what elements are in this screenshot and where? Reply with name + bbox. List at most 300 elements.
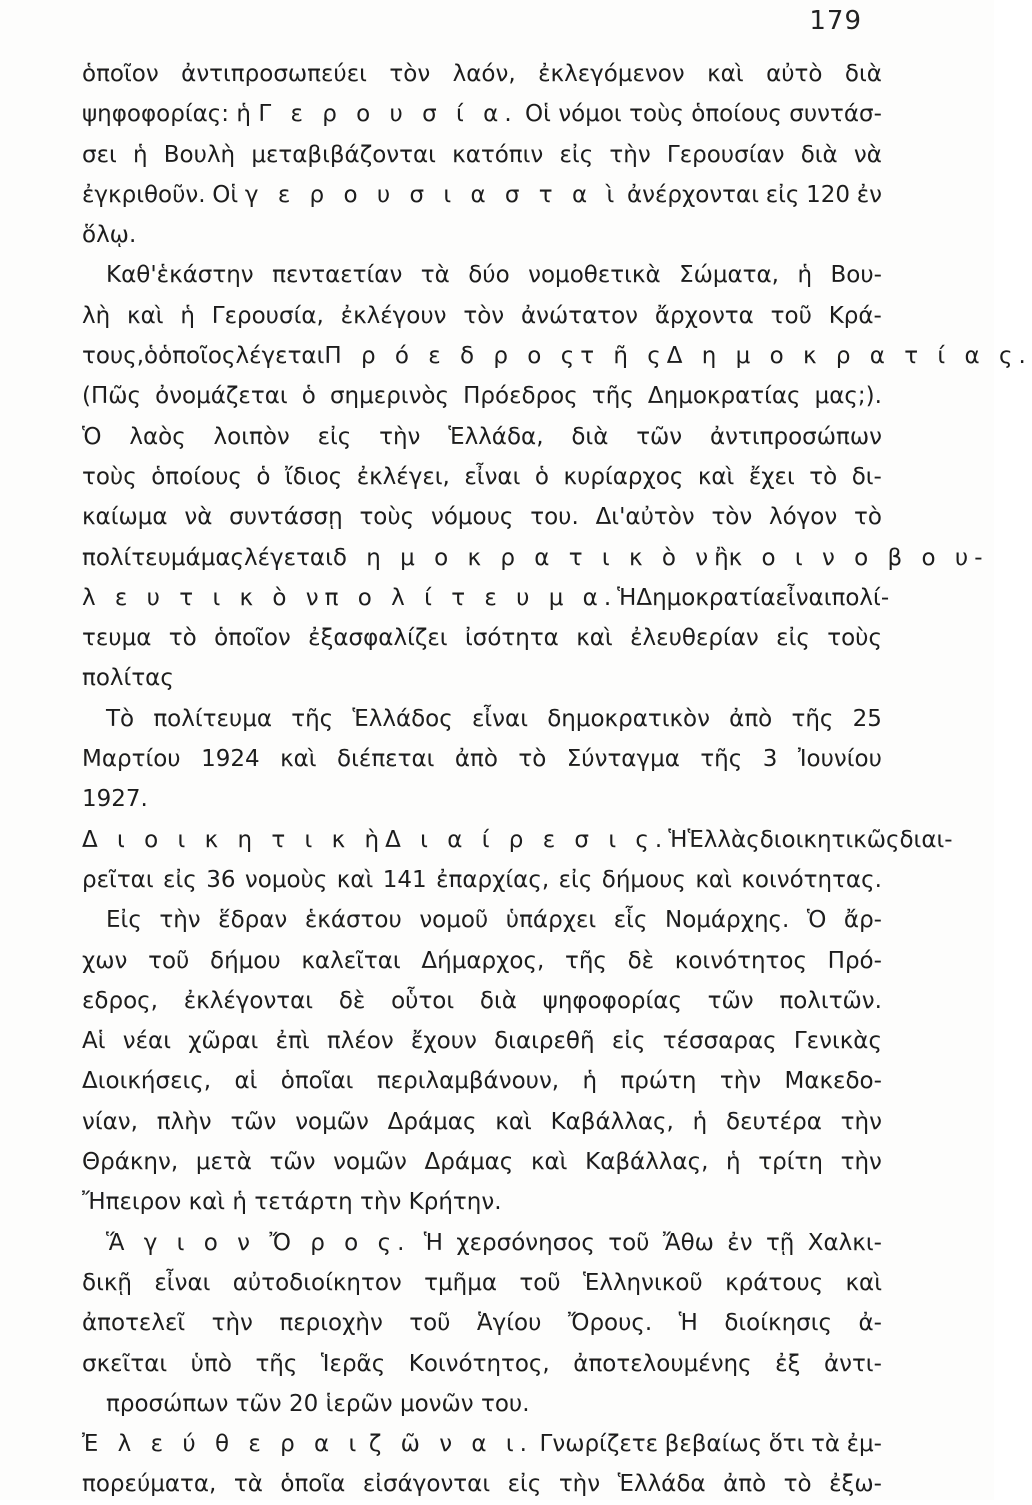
word: περιλαμβάνουν,	[376, 1068, 560, 1095]
word: τῶν	[269, 1149, 316, 1176]
word: τοὺς	[82, 463, 137, 490]
word: ἐπὶ	[275, 1028, 310, 1055]
word: νομῶν	[333, 1149, 407, 1176]
word: εἰς	[776, 625, 810, 652]
word: Ἰουνίου	[797, 746, 882, 773]
word: ἡ	[692, 1108, 708, 1135]
word: εἷς	[613, 907, 648, 934]
word: Βουλὴ	[163, 141, 236, 168]
word: διοίκησις	[724, 1310, 833, 1337]
word: Πρό-	[827, 947, 882, 974]
word: ψηφοφορίας:	[82, 101, 230, 128]
word: τὴν	[360, 1189, 402, 1216]
word: ἀ-	[858, 1310, 882, 1337]
word: κοινότητος	[674, 947, 807, 974]
word: 3	[762, 746, 778, 773]
word: καὶ	[845, 1269, 882, 1296]
word: ἄρχοντα	[654, 302, 754, 329]
word: κυρίαρχος	[563, 463, 684, 490]
word: ὁποῖαι	[280, 1068, 354, 1095]
text-line	[82, 739, 882, 779]
word: Ὄ ρ ο ς.	[269, 1229, 411, 1256]
word: δι-	[851, 463, 882, 490]
word: 20	[289, 1390, 319, 1417]
word: Βου-	[830, 262, 882, 289]
word: εἶναι	[775, 584, 832, 611]
word: τοῦ	[409, 1310, 451, 1337]
word: ἀντιπροσώπων	[709, 423, 882, 450]
word: 36	[206, 866, 236, 893]
word: νόμοι	[558, 101, 622, 128]
word: ἐπαρχίας,	[436, 866, 550, 893]
word: καὶ	[530, 1149, 568, 1176]
word: δὲ	[338, 987, 366, 1014]
word: Ἐ λ ε ύ θ ε ρ α ι	[82, 1431, 363, 1458]
text-line	[82, 497, 882, 537]
word: εἰς	[558, 866, 593, 893]
word: νόμους	[430, 504, 514, 531]
word: (Πῶς	[82, 383, 142, 410]
word: ὁ	[534, 463, 549, 490]
word: τμῆμα	[424, 1269, 497, 1296]
word: ἐκλέγονται	[183, 987, 314, 1014]
word: τὸν	[389, 61, 431, 87]
word: ὁ	[144, 343, 159, 370]
word: μας	[200, 544, 244, 571]
word: Δράμας	[424, 1149, 514, 1176]
word: Κρά-	[828, 302, 882, 329]
text-line	[82, 417, 882, 457]
word: Γενικὰς	[793, 1028, 882, 1055]
word: Γνωρίζετε	[539, 1431, 659, 1458]
word: ἑκάστου	[304, 907, 402, 934]
word: εἰσάγονται	[362, 1471, 491, 1498]
body-text	[82, 54, 1032, 1505]
word: ἄρ-	[843, 907, 882, 934]
text-line	[82, 1424, 882, 1464]
word: Ὁ	[806, 907, 827, 934]
word: Ἑλλάδα,	[448, 423, 544, 450]
word: ψηφοφορίας	[542, 987, 682, 1014]
word: νομοθετικὰ	[528, 262, 661, 289]
word: τῶν	[707, 987, 754, 1014]
word: λέγεται	[244, 544, 333, 571]
word: ἐκλέγουν	[340, 302, 447, 329]
word: πορεύματα,	[82, 1471, 217, 1498]
word: Ἄθω	[662, 1229, 714, 1256]
word: εἶναι	[464, 463, 521, 490]
word: ἐν	[727, 1229, 753, 1256]
word: κ ο ι ν ο β ο υ-	[728, 544, 989, 571]
word: ἐκλεγόμενον	[538, 61, 685, 87]
word: καὶ	[695, 866, 732, 893]
word: τευμα	[82, 625, 152, 652]
text-line	[82, 658, 882, 698]
word: ὁ	[256, 463, 271, 490]
word: περιοχὴν	[279, 1310, 383, 1337]
word: ἰσότητα	[464, 625, 559, 652]
word: δ η μ ο κ ρ α τ ι κ ὸ ν	[332, 544, 715, 571]
word: δημοκρατικὸν	[547, 705, 710, 732]
word: ὁποῖον	[82, 61, 159, 87]
text-line	[82, 255, 882, 295]
text-line	[82, 457, 882, 497]
text-line	[82, 578, 890, 618]
word: ἐγκριθοῦν.	[82, 181, 206, 208]
word: τρίτη	[758, 1149, 823, 1176]
word: καὶ	[697, 463, 735, 490]
word: τους,	[82, 343, 145, 370]
word: ὑπὸ	[190, 1350, 232, 1377]
word: ἡ	[236, 101, 251, 128]
word: ἐκλέγει,	[356, 463, 450, 490]
word: σει	[82, 141, 117, 168]
word: Καβάλλας,	[550, 1108, 674, 1135]
word: Σύνταγμα	[566, 746, 680, 773]
word: ὁποίους	[691, 101, 782, 128]
word: τῆς	[591, 383, 634, 410]
word: χων	[82, 947, 128, 974]
word: Δ η μ ο κ ρ α τ ί α ς.	[666, 343, 1032, 370]
word: τοὺς	[629, 101, 684, 128]
word: τὴν	[840, 1108, 882, 1135]
word: πολιτῶν.	[779, 987, 882, 1014]
word: λοιπὸν	[213, 423, 290, 450]
word: νέαι	[122, 1028, 171, 1055]
word: Αἱ	[82, 1028, 106, 1055]
word: γ ε ρ ο υ σ ι α σ τ α ὶ	[244, 181, 621, 208]
word: σημερινὸς	[329, 383, 449, 410]
word: ἐν	[856, 181, 882, 208]
word: εἶναι	[471, 705, 528, 732]
word: Γερουσίαν	[666, 141, 785, 168]
text-line	[82, 900, 882, 940]
word: ἔχει	[748, 463, 795, 490]
word: Δράμας	[387, 1108, 477, 1135]
word: Ἡ	[617, 584, 637, 611]
text-line	[82, 1303, 882, 1343]
word: Μακεδο-	[784, 1068, 882, 1095]
word: Π ρ ό ε δ ρ ο ς	[324, 343, 581, 370]
word: Διοικήσεις,	[82, 1068, 212, 1095]
word: καὶ	[336, 866, 374, 893]
word: Καθ'ἑκάστην	[106, 262, 254, 289]
text-line	[82, 941, 882, 981]
word: τοὺς	[827, 625, 882, 652]
word: κοινότητας.	[741, 866, 882, 893]
word: 141	[382, 866, 427, 893]
word: ὁποῖον	[214, 625, 291, 652]
word: ἀποτελουμένης	[573, 1350, 752, 1377]
word: ἀνέρχονται	[626, 181, 759, 208]
text-line	[82, 1223, 882, 1263]
word: τὴν	[379, 423, 421, 450]
word: Κοινότητος,	[408, 1350, 550, 1377]
word: ἐμ-	[846, 1431, 882, 1458]
text-line	[82, 820, 953, 860]
word: λ ε υ τ ι κ ὸ ν	[82, 584, 325, 611]
word: δευτέρα	[726, 1108, 822, 1135]
word: τὰ	[233, 1471, 263, 1498]
word: 25	[852, 705, 882, 732]
word: διέπεται	[337, 746, 435, 773]
text-line	[82, 1464, 882, 1504]
word: ἢ	[714, 544, 729, 571]
word: συντάσσῃ	[229, 504, 343, 531]
word: τὴν	[558, 1471, 601, 1498]
word: τοῦ	[770, 302, 812, 329]
word: τῶν	[230, 1108, 277, 1135]
word: Δημοκρατίας	[647, 383, 801, 410]
word: νὰ	[853, 141, 882, 168]
word: εἰς	[163, 866, 197, 893]
word: Οἱ	[525, 101, 551, 128]
word: Ἡ	[678, 1310, 698, 1337]
word: τέσσαρας	[662, 1028, 777, 1055]
word: τὰ	[811, 1431, 841, 1458]
word: λὴ	[82, 302, 111, 329]
text-line	[82, 860, 882, 900]
text-line	[82, 94, 882, 134]
word: τετάρτη	[254, 1189, 353, 1216]
word: οὗτοι	[391, 987, 455, 1014]
word: ὑπάρχει	[505, 907, 597, 934]
word: Τὸ	[106, 705, 135, 732]
word: Ἑλλάδα	[617, 1471, 706, 1498]
word: Ἤπειρον	[82, 1189, 182, 1216]
word: προσώπων	[106, 1390, 229, 1417]
word: Γερουσία,	[211, 302, 324, 329]
word: καὶ	[707, 61, 744, 87]
word: ἐξασφαλίζει	[308, 625, 448, 652]
word: χερσόνησος	[456, 1229, 595, 1256]
word: διαι-	[899, 826, 953, 853]
text-line	[82, 981, 882, 1021]
word: πολίτευμα	[153, 705, 273, 732]
word: ὁποῖα	[280, 1471, 346, 1498]
word: νομῶν	[295, 1108, 369, 1135]
word: καίωμα	[82, 504, 168, 531]
word: δήμου	[210, 947, 281, 974]
word: λόγον	[769, 504, 838, 531]
word: αὐτοδιοίκητον	[232, 1269, 402, 1296]
word: ἀπὸ	[729, 705, 773, 732]
word: Πρόεδρος	[463, 383, 578, 410]
text-line	[82, 1142, 882, 1182]
word: ἱερῶν	[325, 1390, 393, 1417]
word: σκεῖται	[82, 1350, 168, 1377]
word: ἀπὸ	[454, 746, 498, 773]
text-line	[82, 1182, 882, 1222]
word: τὴν	[211, 1310, 253, 1337]
word: κράτους	[725, 1269, 824, 1296]
word: ζ ῶ ν α ι.	[368, 1431, 533, 1458]
word: Δι'αὐτὸν	[595, 504, 695, 531]
word: Ἁγίου	[476, 1310, 542, 1337]
word: Ἡ	[423, 1229, 443, 1256]
word: βεβαίως	[664, 1431, 763, 1458]
word: τοῦ	[608, 1229, 650, 1256]
word: νὰ	[184, 504, 213, 531]
text-line	[82, 175, 882, 215]
word: καὶ	[188, 1189, 226, 1216]
word: καὶ	[280, 746, 317, 773]
word: Ὄρους.	[567, 1310, 653, 1337]
text-line	[82, 296, 882, 336]
word: διοικητικῶς	[759, 826, 900, 853]
word: Ἑλλὰς	[687, 826, 760, 853]
word: διαιρεθῆ	[494, 1028, 595, 1055]
word: εδρος,	[82, 987, 158, 1014]
word: τὸν	[711, 504, 753, 531]
text-line	[82, 215, 882, 255]
word: Νομάρχης.	[664, 907, 790, 934]
word: τὸ	[854, 504, 882, 531]
text-line	[82, 336, 1032, 376]
word: διὰ	[571, 423, 609, 450]
word: τῆς	[791, 705, 834, 732]
word: ἐξ	[775, 1350, 801, 1377]
word: Κρήτην.	[408, 1189, 502, 1216]
word: μας;).	[814, 383, 882, 410]
word: ἡ	[726, 1149, 741, 1176]
word: τὸ	[168, 625, 197, 652]
word: Δ ι α ί ρ ε σ ι ς.	[385, 826, 669, 853]
word: τῆς	[564, 947, 607, 974]
word: Δήμαρχος,	[421, 947, 545, 974]
word: τῆς	[255, 1350, 298, 1377]
word: ἔχουν	[410, 1028, 477, 1055]
word: καὶ	[495, 1108, 532, 1135]
word: μεταβιβάζονται	[251, 141, 436, 168]
word: ἕδραν	[218, 907, 288, 934]
word: ἀνώτατον	[520, 302, 639, 329]
word: ἀντιπροσωπεύει	[181, 61, 367, 87]
word: ὁ	[301, 383, 316, 410]
word: μονῶν	[399, 1390, 474, 1417]
word: ὅτι	[768, 1431, 805, 1458]
word: ἡ	[180, 302, 195, 329]
word: ἐξω-	[829, 1471, 882, 1498]
text-line	[82, 1021, 882, 1061]
word: ἀντι-	[823, 1350, 882, 1377]
word: του.	[480, 1390, 530, 1417]
text-line	[82, 618, 882, 658]
word: Δημοκρατία	[636, 584, 776, 611]
word: τὰ	[420, 262, 450, 289]
text-line	[82, 376, 882, 416]
word: ὁποίους	[151, 463, 242, 490]
word: ὀνομάζεται	[155, 383, 288, 410]
word: αἱ	[234, 1068, 258, 1095]
word: π ο λ ί τ ε υ μ α.	[324, 584, 618, 611]
word: δύο	[468, 262, 510, 289]
word: τῶν	[636, 423, 683, 450]
word: τὴν	[609, 141, 651, 168]
word: Σώματα,	[679, 262, 779, 289]
word: τῆς	[291, 705, 334, 732]
text-line	[82, 1344, 882, 1384]
word: Ἡ	[668, 826, 688, 853]
text-line	[82, 1102, 882, 1142]
word: ἡ	[232, 1189, 247, 1216]
word: ὅλῳ.	[82, 222, 137, 249]
text-line	[82, 1263, 882, 1303]
word: τῇ	[765, 1229, 795, 1256]
word: πλέον	[326, 1028, 394, 1055]
word: Ἅ γ ι ο ν	[106, 1229, 256, 1256]
word: 1924	[201, 746, 260, 773]
word: καὶ	[576, 625, 613, 652]
word: του.	[530, 504, 579, 531]
word: λέγεται	[235, 343, 325, 370]
word: δήμους	[601, 866, 686, 893]
word: ἀποτελεῖ	[82, 1310, 186, 1337]
word: καὶ	[127, 302, 164, 329]
word: τὴν	[159, 907, 201, 934]
word: τῶν	[235, 1390, 282, 1417]
word: Εἰς	[106, 907, 142, 934]
word: λαόν,	[452, 61, 516, 87]
word: πολίτευμά	[82, 544, 201, 571]
word: Ἑλληνικοῦ	[582, 1269, 703, 1296]
word: διὰ	[800, 141, 838, 168]
word: τοῦ	[148, 947, 190, 974]
text-line	[82, 699, 882, 739]
word: εἰς	[317, 423, 352, 450]
text-line	[82, 1061, 882, 1101]
word: νομοῦ	[419, 907, 489, 934]
word: διὰ	[479, 987, 517, 1014]
word: πολίτας	[82, 665, 174, 692]
word: μετὰ	[195, 1149, 252, 1176]
word: 120	[806, 181, 851, 208]
word: τοὺς	[359, 504, 415, 531]
word: εἰς	[559, 141, 594, 168]
word: ἐλευθερίαν	[630, 625, 759, 652]
word: ἡ	[797, 262, 813, 289]
word: πολί-	[831, 584, 890, 611]
text-line	[82, 135, 882, 175]
word: τὴν	[719, 1068, 762, 1095]
word: εἶναι	[154, 1269, 211, 1296]
word: εἰς	[507, 1471, 542, 1498]
word: Δ ι ο ι κ η τ ι κ ὴ	[82, 826, 386, 853]
word: νομοὺς	[244, 866, 328, 893]
word: συντάσ-	[789, 101, 882, 128]
text-line	[82, 538, 989, 578]
word: Ἱερᾶς	[320, 1350, 386, 1377]
word: πενταετίαν	[272, 262, 403, 289]
word: ὁποῖος	[158, 343, 236, 370]
word: Ὁ	[82, 423, 102, 450]
word: ἀπὸ	[723, 1471, 767, 1498]
word: ἡ	[582, 1068, 598, 1095]
word: ἴδιος	[284, 463, 343, 490]
word: Θράκην,	[82, 1149, 179, 1176]
word: Χαλκι-	[807, 1229, 882, 1256]
word: Καβάλλας,	[585, 1149, 709, 1176]
word: κατόπιν	[452, 141, 544, 168]
word: εἰς	[611, 1028, 646, 1055]
word: Μαρτίου	[82, 746, 181, 773]
word: δικῇ	[82, 1269, 132, 1296]
word: νίαν,	[82, 1108, 138, 1135]
word: τὸ	[518, 746, 547, 773]
word: τὸ	[809, 463, 838, 490]
word: τῆς	[700, 746, 743, 773]
word: τὸ	[783, 1471, 812, 1498]
